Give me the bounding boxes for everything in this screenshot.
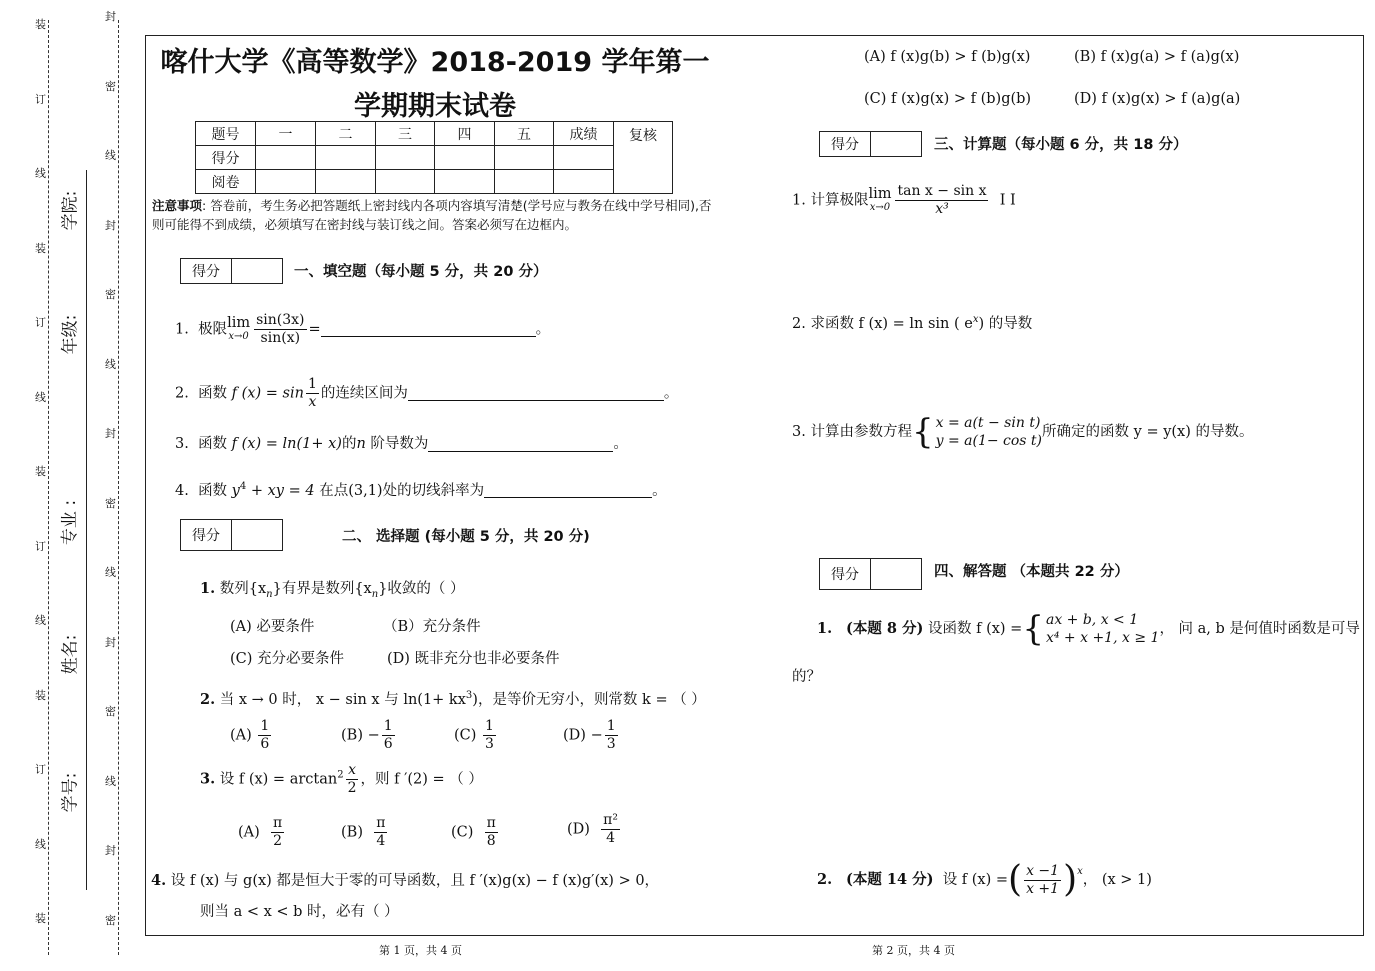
field-student-id: 学号:: [60, 772, 81, 813]
binding-char: 密: [105, 705, 116, 718]
option[interactable]: (B) − $\frac{1}{6}$: [341, 718, 393, 752]
binding-char: 装: [35, 465, 46, 478]
score-cell[interactable]: [435, 170, 495, 194]
option[interactable]: (C) $\frac{1}{3}$: [454, 718, 494, 752]
binding-char: 线: [35, 837, 46, 851]
info-line: [86, 170, 87, 890]
score-cell[interactable]: [316, 170, 376, 194]
option[interactable]: (B) f (x)g(a) > f (a)g(x): [1074, 49, 1240, 65]
binding-char: 线: [105, 566, 116, 579]
section4-title: 四、解答题 （本题共 22 分）: [934, 564, 1129, 580]
option[interactable]: (C) f (x)g(x) > f (b)g(b): [864, 91, 1032, 107]
binding-char: 线: [35, 167, 46, 180]
answer-blank[interactable]: [321, 322, 536, 337]
s2-q3: 3. 设 f $(x) = \arctan^2$ $\frac{x}{2}$ ，则 f ′(2) = （ ）: [200, 762, 483, 796]
binding-char: 线: [35, 614, 46, 627]
binding-dashed-line: [48, 20, 49, 955]
field-college: 学院:: [60, 190, 81, 231]
score-cell[interactable]: [376, 146, 435, 170]
section3-score-box: [819, 131, 922, 157]
exam-notice: [152, 196, 722, 234]
score-cell[interactable]: [316, 146, 376, 170]
score-box-field[interactable]: [232, 259, 282, 283]
score-box-label: 得分: [181, 520, 232, 550]
score-table-row-label: 阅卷: [196, 170, 256, 194]
s3-q3: 3. 计算由参数方程 { x = a(t − sin t) y = a(1− cos t) 所确定的函数 y = y(x) 的导数。: [792, 412, 1254, 452]
binding-char: 封: [105, 10, 116, 23]
s1-q2: 2. 函数 f (x) = sin $\frac{1}{x}$ 的连续区间为 。: [175, 376, 679, 410]
score-cell[interactable]: [435, 146, 495, 170]
section2-title: 二、 选择题 (每小题 5 分，共 20 分): [342, 529, 590, 545]
score-table: [195, 121, 673, 194]
binding-char: 订: [35, 763, 46, 776]
score-table-header: 五: [495, 122, 554, 146]
field-grade: 年级:: [60, 314, 81, 355]
binding-char: 线: [105, 774, 116, 788]
s1-q1: 1. 极限 lim x→0 $\frac{\sin(3x)}{\sin(x)}$ = 。: [175, 312, 551, 346]
binding-char: 封: [105, 635, 116, 649]
option[interactable]: (D) − $\frac{1}{3}$: [563, 718, 616, 752]
answer-blank[interactable]: [484, 483, 652, 498]
score-table-row-label: 得分: [196, 146, 256, 170]
score-box-field[interactable]: [871, 559, 921, 589]
binding-char: 装: [35, 241, 46, 255]
score-box-label: 得分: [820, 559, 871, 589]
binding-char: 装: [35, 18, 46, 31]
binding-char: 封: [105, 218, 116, 232]
seal-dashed-line: [118, 20, 119, 955]
score-table-header: 一: [256, 122, 316, 146]
score-box-label: 得分: [181, 259, 232, 283]
s1-q3: 3. 函数 f (x) = ln(1+ x)的n 阶导数为 。: [175, 436, 628, 452]
option[interactable]: (D) 既非充分也非必要条件: [387, 651, 560, 667]
score-table-header: 三: [376, 122, 435, 146]
binding-char: 封: [105, 427, 116, 440]
score-cell[interactable]: [256, 146, 316, 170]
notice-label: 注意事项: [152, 198, 203, 213]
binding-char: 密: [105, 913, 116, 927]
score-table-header: 四: [435, 122, 495, 146]
s4-q1: 1. (本题 8 分) 设函数 f (x) = { ax + b, x < 1 x⁴ + x +1, x ≥ 1 ， 问 a, b 是何值时函数是可导: [817, 609, 1360, 649]
s3-q1: 1. 计算极限 lim x→0 $\frac{\text{tan x − sin x}}{\text{x³}}$ I I: [792, 183, 1016, 217]
section2-score-box: [180, 519, 283, 551]
section4-score-box: [819, 558, 922, 590]
binding-char: 线: [35, 390, 46, 404]
field-name: 姓名:: [60, 634, 81, 675]
s4-q1-cont: 的？: [792, 669, 821, 685]
binding-char: 密: [105, 79, 116, 93]
score-box-label: 得分: [820, 132, 871, 156]
binding-char: 密: [105, 496, 116, 510]
binding-char: 订: [35, 316, 46, 329]
option[interactable]: (D) f (x)g(x) > f (a)g(a): [1074, 91, 1241, 107]
page-footer-left: 第 1 页，共 4 页: [379, 944, 462, 957]
section3-title: 三、计算题（每小题 6 分，共 18 分）: [934, 137, 1188, 153]
option[interactable]: (C) 充分必要条件: [230, 651, 345, 667]
score-cell[interactable]: [256, 170, 316, 194]
binding-char: 订: [35, 92, 46, 106]
option[interactable]: (A) $\frac{\pi}{2}$: [238, 815, 283, 849]
score-table-header: 二: [316, 122, 376, 146]
s1-q4: 4. 函数 $y^4$ + xy = 4 在点(3,1)处的切线斜率为 。: [175, 481, 667, 499]
s2-q2: 2. 当 x → 0 时， x − sin x 与 $\ln(1+ kx^3)$，是等价无穷小，则常数 k = （ ）: [200, 690, 706, 708]
section1-score-box: [180, 258, 283, 284]
answer-blank[interactable]: [428, 437, 613, 452]
s3-q2: 2. 求函数 f (x) = ln sin ( $e^x$) 的导数: [792, 314, 1033, 332]
score-cell[interactable]: [554, 170, 614, 194]
binding-char: 密: [105, 288, 116, 301]
score-cell[interactable]: [495, 170, 554, 194]
score-cell[interactable]: [554, 146, 614, 170]
score-table-header: 成绩: [554, 122, 614, 146]
answer-blank[interactable]: [408, 386, 664, 401]
score-box-field[interactable]: [871, 132, 921, 156]
page-footer-right: 第 2 页，共 4 页: [872, 944, 955, 957]
s2-q4: 4. 设 f (x) 与 g(x) 都是恒大于零的可导函数，且 f ′(x)g(x) − f (x)g′(x) > 0，: [151, 872, 660, 889]
option[interactable]: (B) $\frac{\pi}{4}$: [341, 815, 386, 849]
field-major: 专业 :: [60, 499, 81, 546]
binding-char: 装: [35, 912, 46, 925]
s2-q4-cont: 则当 a < x < b 时，必有（ ）: [200, 904, 399, 920]
exam-title: 喀什大学《高等数学》2018-2019 学年第一: [160, 47, 710, 78]
score-cell[interactable]: [495, 146, 554, 170]
s2-q1: 1. 数列$\{x_n\}$有界是数列$\{x_n\}$收敛的（ ）: [200, 580, 465, 600]
binding-char: 封: [105, 844, 116, 857]
score-box-field[interactable]: [232, 520, 282, 550]
notice-text: : 答卷前，考生务必把答题纸上密封线内各项内容填写清楚(学号应与教务在线中学号相同),否则可能得不到成绩，必须填写在密封线与装订线之间。答案必须写在边框内。: [152, 198, 712, 232]
option[interactable]: （B）充分条件: [383, 619, 481, 635]
exam-title-line2: 学期期末试卷: [354, 91, 516, 122]
option[interactable]: (A) f (x)g(b) > f (b)g(x): [864, 49, 1031, 65]
section1-title: 一、填空题（每小题 5 分，共 20 分）: [294, 264, 548, 280]
binding-char: 线: [105, 357, 116, 371]
option[interactable]: (C) $\frac{\pi}{8}$: [451, 815, 496, 849]
s4-q2: 2. (本题 14 分) 设 f (x) = ( $\frac{x -1}{x +1}$ ) $^x$ ， (x > 1): [817, 859, 1152, 900]
binding-char: 线: [105, 149, 116, 162]
score-table-header: 复核: [614, 122, 673, 194]
score-table-header: 题号: [196, 122, 256, 146]
option[interactable]: (A) 必要条件: [230, 619, 315, 635]
option[interactable]: (A) $\frac{1}{6}$: [230, 718, 270, 752]
score-cell[interactable]: [376, 170, 435, 194]
binding-char: 订: [35, 539, 46, 553]
option[interactable]: (D) $\frac{\text{π²}}{4}$: [567, 812, 618, 846]
binding-char: 装: [35, 688, 46, 702]
